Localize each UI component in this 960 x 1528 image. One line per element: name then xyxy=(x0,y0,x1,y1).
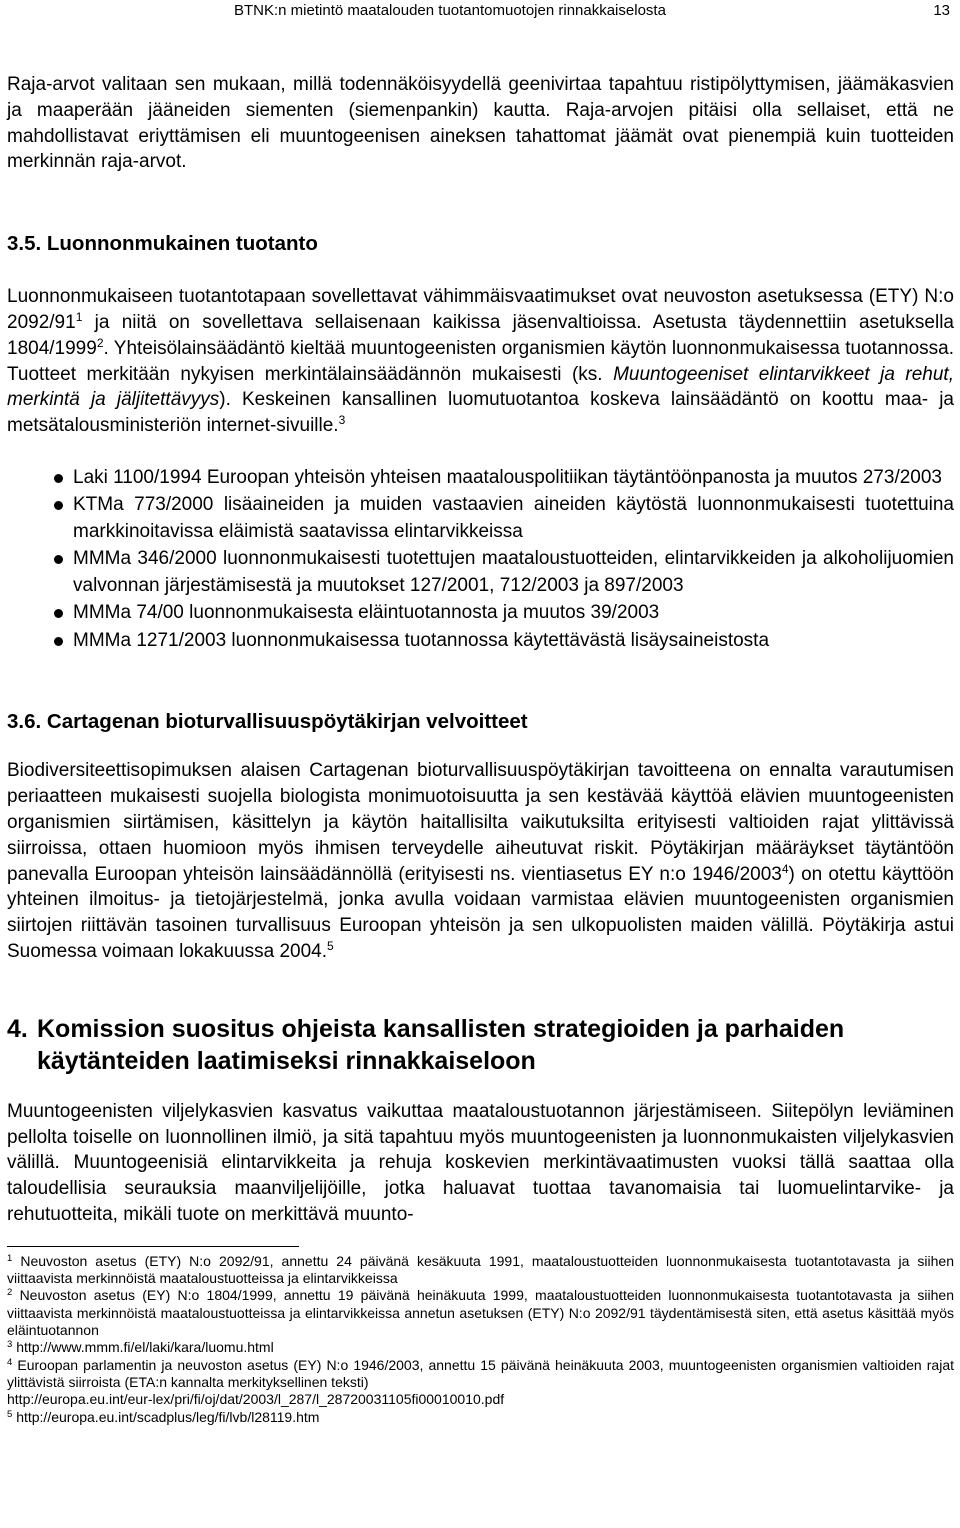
footnote-text: Euroopan parlamentin ja neuvoston asetus (EY) N:o 1946/2003, annettu 15 päivänä heinäkuuta 2003, muuntogeenisten organismien valtioiden rajat ylittävistä siirroista (ETA:n kannalta merkityksellinen teksti) xyxy=(7,1356,954,1390)
heading-line-2: käytänteiden laatimiseksi rinnakkaiseloon xyxy=(37,1046,536,1075)
footnote-number: 3 xyxy=(7,1339,13,1351)
list-item-text: MMMa 346/2000 luonnonmukaisesti tuotettujen maataloustuotteiden, elintarvikkeiden ja alkoholijuomien valvonnan järjestämisestä ja muutokset 127/2001, 712/2003 ja 897/2003 xyxy=(73,548,954,596)
section-number: 4. xyxy=(7,1014,28,1043)
text-run: . Yhteisölainsäädäntö kieltää muuntogeenisten organismien käytön luonnonmukaisessa tuotannossa. Tuotteet merkitään nykyisen merkintälainsäädännön mukaisesti (ks. xyxy=(7,337,954,385)
footnote-5 xyxy=(7,1409,954,1426)
section-4-paragraph: Muuntogeenisten viljelykasvien kasvatus vaikuttaa maataloustuotannon järjestämiseen. Siitepölyn leviäminen pellolta toiselle on luonnollinen ilmiö, ja sitä tapahtuu myös muuntogeenisten ja luonnonmukaisten viljelykasvien välillä. Muuntogeenisiä elintarvikkeita ja rehuja koskevien merkintävaatimusten vuoksi tällä saattaa olla taloudellisia seurauksia maanviljelijöille, jotka haluavat tuottaa tavanomaisia tai luomuelintarvike- ja rehutuotteita, mikäli tuote on merkittävä muunto- xyxy=(7,1100,954,1226)
list-item-text: MMMa 1271/2003 luonnonmukaisessa tuotannossa käytettävästä lisäysaineistosta xyxy=(73,629,770,651)
bullet-icon xyxy=(54,474,63,483)
footnote-link[interactable]: http://www.mmm.fi/el/laki/kara/luomu.html xyxy=(16,1339,274,1356)
list-item xyxy=(73,492,954,545)
footnote-text: Neuvoston asetus (EY) N:o 1804/1999, annettu 19 päivänä heinäkuuta 1999, maataloustuotteiden luonnonmukaisesta tuotantotavasta ja siihen viittaavista merkinnöistä maataloustuotteissa ja elintarvikkeissa annetun asetuksen (ETY) N:o 2092/91 täydentämisestä siten, että asetus käsittää myös eläintuotannon xyxy=(7,1287,954,1339)
page-number: 13 xyxy=(933,2,950,19)
footnote-separator xyxy=(7,1246,299,1247)
footnote-text: Neuvoston asetus (ETY) N:o 2092/91, annettu 24 päivänä kesäkuuta 1991, maataloustuotteiden luonnonmukaisesta tuotantotavasta ja siihen viittaavista merkinnöistä maataloustuotteissa ja elintarvikkeissa xyxy=(7,1252,954,1287)
section-3-5-heading: 3.5. Luonnonmukainen tuotanto xyxy=(7,232,318,256)
footnote-ref-3: 3 xyxy=(338,413,346,428)
bullet-icon xyxy=(54,609,63,618)
list-item xyxy=(73,546,954,599)
list-item xyxy=(73,600,954,627)
list-item xyxy=(73,628,954,655)
footnote-ref-5: 5 xyxy=(327,939,334,954)
list-item-text: KTMa 773/2000 lisäaineiden ja muiden vastaavien aineiden käytöstä luonnonmukaisesti tuotettuina markkinoitavissa eläimistä saatavissa elintarvikkeissa xyxy=(73,494,954,542)
section-3-5-paragraph xyxy=(7,284,954,439)
text-run: ) on otettu käyttöön yhteinen ilmoitus- ja tietojärjestelmä, jonka avulla voidaan varmistaa elävien muuntogeenisten organismien siirtojen riittävän tasoinen turvallisuus Euroopan yhteisön ja sen ulkopuolisten maiden välillä. Pöytäkirja astui Suomessa voimaan lokakuussa 2004. xyxy=(7,863,954,963)
section-3-6-paragraph xyxy=(7,758,954,964)
running-header xyxy=(7,0,954,28)
list-item xyxy=(73,465,954,492)
footnote-number: 2 xyxy=(7,1287,13,1299)
footnote-4 xyxy=(7,1357,954,1409)
footnote-number: 5 xyxy=(7,1408,13,1420)
footnote-1 xyxy=(7,1253,954,1288)
footnote-number: 4 xyxy=(7,1356,13,1368)
footnote-2 xyxy=(7,1287,954,1339)
text-run: Luonnonmukaiseen tuotantotapaan sovellettavat vähimmäisvaatimukset ovat neuvoston asetuksessa (ETY) N:o 2092/91 xyxy=(7,286,954,333)
footnote-ref-1: 1 xyxy=(75,309,83,324)
footnote-ref-2: 2 xyxy=(96,335,104,350)
text-run: ). Keskeinen kansallinen luomutuotantoa koskeva lainsäädäntö on koottu maa- ja metsätalousministeriön internet-sivuille. xyxy=(7,389,955,437)
text-run: ja niitä on sovellettava sellaisenaan kaikissa jäsenvaltioissa. Asetusta täydennettiin asetuksella 1804/1999 xyxy=(7,311,954,359)
legislation-list xyxy=(7,465,954,655)
footnote-link[interactable]: http://europa.eu.int/eur-lex/pri/fi/oj/dat/2003/l_287/l_28720031105fi00010010.pdf xyxy=(7,1391,505,1408)
heading-line-1: Komission suositus ohjeista kansallisten strategioiden ja parhaiden xyxy=(37,1014,845,1043)
bullet-icon xyxy=(54,637,63,646)
section-4-heading xyxy=(7,1013,954,1077)
intro-paragraph: Raja-arvot valitaan sen mukaan, millä todennäköisyydellä geenivirtaa tapahtuu ristipölyttymisen, jäämäkasvien ja maaperään jääneiden siementen (siemenpankin) kautta. Raja-arvojen pitäisi olla sellaiset, että ne mahdollistavat eriyttämisen eli muuntogeenisen aineksen tahattomat jäämät ovat pienempiä kuin tuotteiden merkinnän raja-arvot. xyxy=(7,74,954,173)
bullet-icon xyxy=(54,501,63,510)
bullet-icon xyxy=(54,555,63,564)
header-title: BTNK:n mietintö maatalouden tuotantomuotojen rinnakkaiselosta xyxy=(234,2,666,19)
footnote-3 xyxy=(7,1339,954,1356)
italic-title: Muuntogeeniset elintarvikkeet ja rehut, merkintä ja jäljitettävyys xyxy=(7,363,954,411)
footnote-number: 1 xyxy=(7,1252,13,1264)
text-run: Biodiversiteettisopimuksen alaisen Cartagenan bioturvallisuuspöytäkirjan tavoitteena on ennalta varautumisen periaatteen mukaisesti suojella biologista monimuotoisuutta ja sen kestävää käyttöä elävien muuntogeenisten organismien siirtämisen, käsittelyn ja käytön haitallisilta vaikutuksilta erityisesti valtioiden rajat ylittävissä siirroissa, ottaen huomioon myös ihmisen terveydelle aiheutuvat riskit. Pöytäkirjan määräykset täytäntöön panevalla Euroopan yhteisön lainsäädännöllä (erityisesti ns. vientiasetus EY n:o 1946/2003 xyxy=(7,760,954,885)
list-item-text: Laki 1100/1994 Euroopan yhteisön yhteisen maatalouspolitiikan täytäntöönpanosta ja muutos 273/2003 xyxy=(73,466,942,488)
footnote-link[interactable]: http://europa.eu.int/scadplus/leg/fi/lvb/l28119.htm xyxy=(16,1408,320,1425)
footnotes xyxy=(7,1253,954,1426)
list-item-text: MMMa 74/00 luonnonmukaisesta eläintuotannosta ja muutos 39/2003 xyxy=(73,602,660,624)
footnote-ref-4: 4 xyxy=(781,861,789,876)
section-3-6-heading: 3.6. Cartagenan bioturvallisuuspöytäkirjan velvoitteet xyxy=(7,710,528,734)
